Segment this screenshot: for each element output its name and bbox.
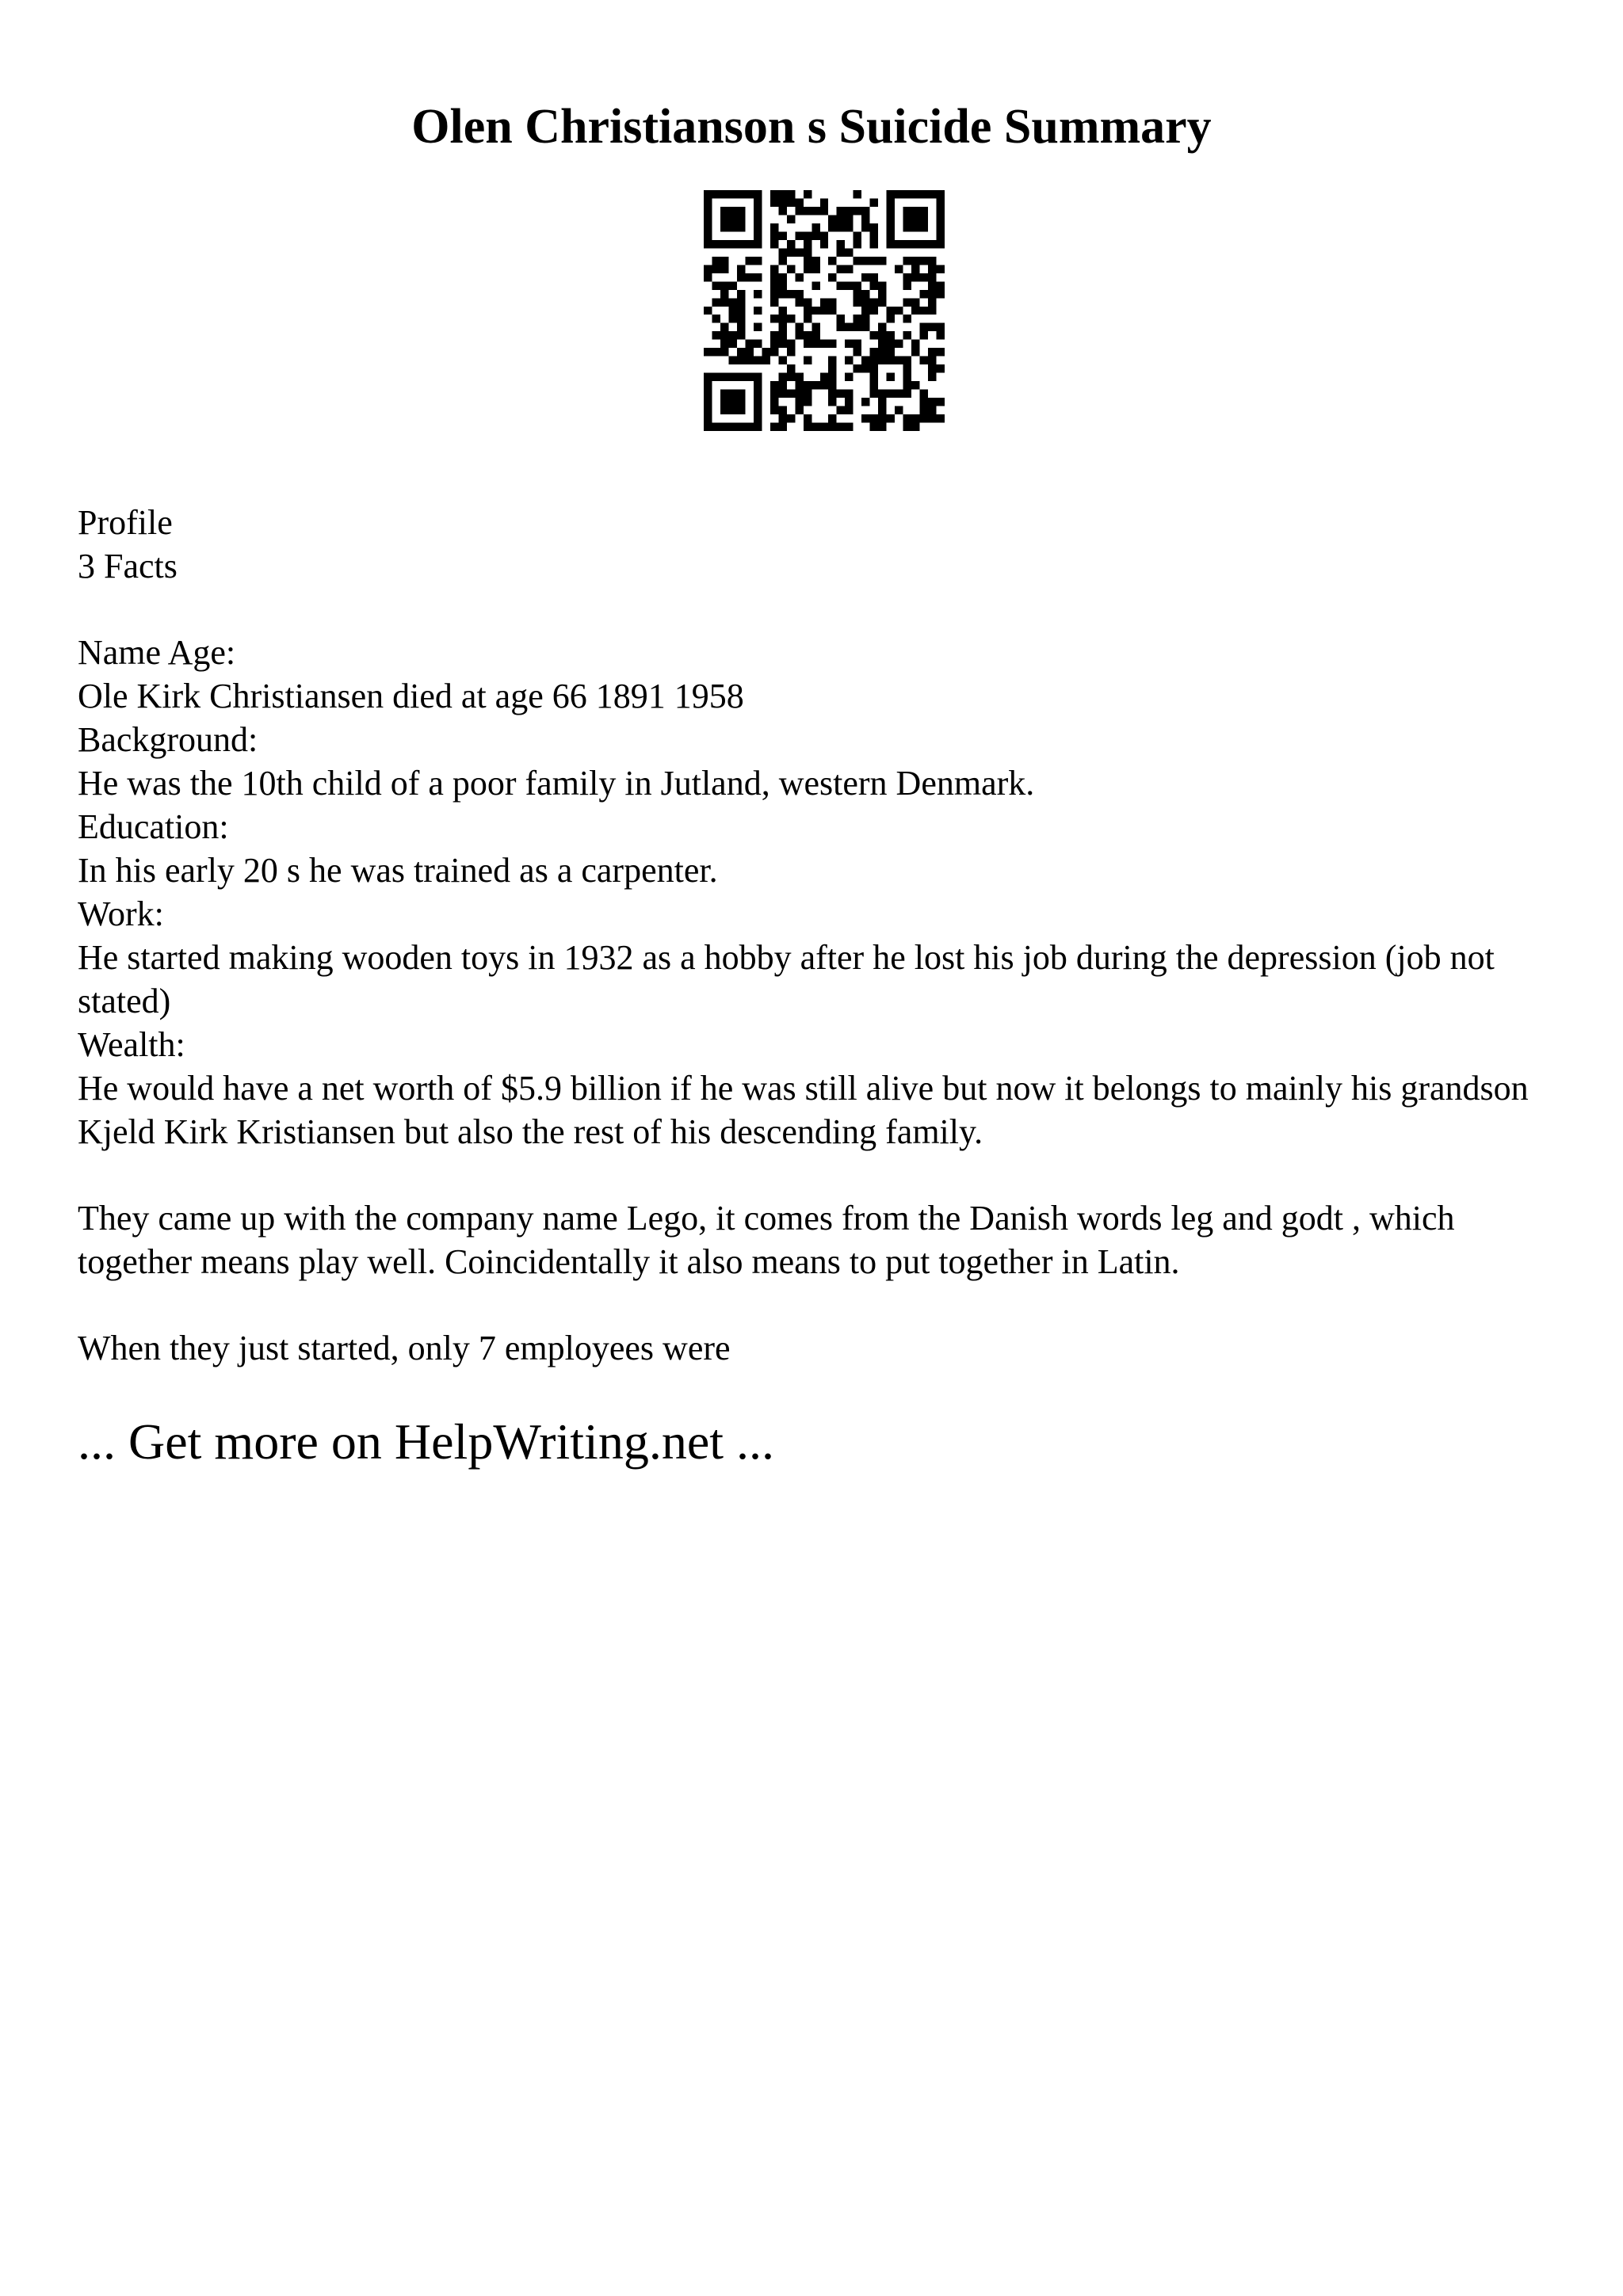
section-heading-education: Education: <box>78 807 229 846</box>
paragraph-employees: When they just started, only 7 employees were <box>78 1329 731 1367</box>
document-body <box>78 501 1552 1370</box>
spacer <box>78 588 1552 631</box>
section-heading-work: Work: <box>78 894 164 933</box>
section-heading-background: Background: <box>78 720 258 759</box>
page-title: Olen Christianson s Suicide Summary <box>411 100 1212 154</box>
spacer <box>78 1283 1552 1326</box>
section-heading-wealth: Wealth: <box>78 1025 185 1064</box>
section-text-work: He started making wooden toys in 1932 as a hobby after he lost his job during the depression (job not stated) <box>78 938 1495 1020</box>
paragraph-lego: They came up with the company name Lego, it comes from the Danish words leg and godt , which together means play well. Coincidentally it also means to put together in Latin. <box>78 1199 1455 1281</box>
section-text-wealth: He would have a net worth of $5.9 billion if he was still alive but now it belongs to mainly his grandson Kjeld Kirk Kristiansen but also the rest of his descending family. <box>78 1069 1529 1151</box>
section-text-name-age: Ole Kirk Christiansen died at age 66 1891 1958 <box>78 677 744 715</box>
spacer <box>78 1154 1552 1196</box>
facts-label: 3 Facts <box>78 547 178 585</box>
section-text-background: He was the 10th child of a poor family in Jutland, western Denmark. <box>78 764 1035 803</box>
profile-label: Profile <box>78 503 173 542</box>
section-heading-name-age: Name Age: <box>78 633 236 672</box>
get-more-link[interactable]: ... Get more on HelpWriting.net ... <box>78 1413 774 1470</box>
section-text-education: In his early 20 s he was trained as a carpenter. <box>78 851 718 890</box>
qr-code-graphic <box>704 190 945 431</box>
qr-code-icon <box>704 190 945 431</box>
